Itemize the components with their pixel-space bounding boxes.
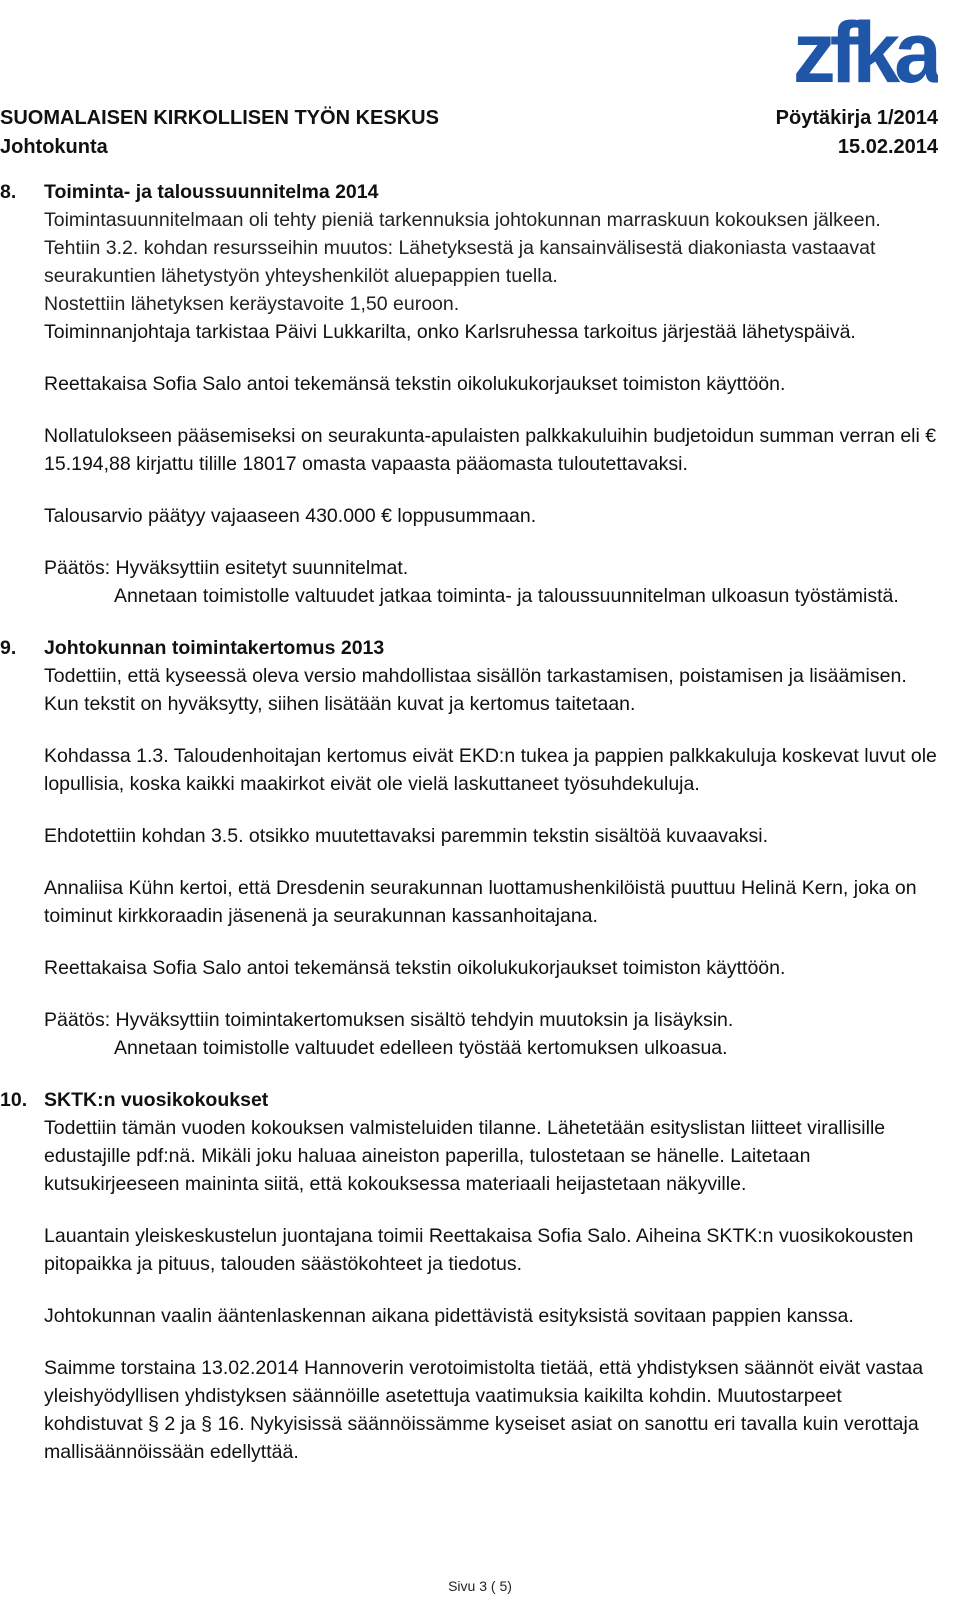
section-8 [0,178,940,610]
paragraph: Todettiin tämän vuoden kokouksen valmisteluiden tilanne. Lähetetään esityslistan liitteet virallisille edustajille pdf:nä. Mikäli joku haluaa aineiston paperilla, tulostetaan se hänelle. Laitetaan kutsukirjeeseen maininta siitä, että kokouksessa materiaali heijastetaan näkyville. [44,1117,886,1195]
decision: Päätös: Hyväksyttiin esitetyt suunnitelmat. [44,557,409,579]
section-heading [0,178,940,206]
document-date: 15.02.2014 [837,136,938,158]
section-heading [0,634,940,662]
paragraph: Reettakaisa Sofia Salo antoi tekemänsä tekstin oikolukukorjaukset toimiston käyttöön. [44,373,786,395]
section-heading [0,1086,940,1114]
decision-continuation: Annetaan toimistolle valtuudet edelleen työstää kertomuksen ulkoasua. [114,1037,728,1059]
page-number: Sivu 3 ( 5) [448,1578,512,1594]
paragraph: Tehtiin 3.2. kohdan resursseihin muutos: Lähetyksestä ja kansainvälisestä diakoniasta vastaavat seurakuntien lähetystyön yhteyshenkilöt aluepappien tuella. [44,237,876,287]
paragraph: Johtokunnan vaalin ääntenlaskennan aikana pidettävistä esityksistä sovitaan pappien kanssa. [44,1305,854,1327]
paragraph: Kohdassa 1.3. Taloudenhoitajan kertomus eivät EKD:n tukea ja pappien palkkakuluja koskevat luvut ole lopullisia, koska kaikki maakirkot eivät ole vielä laskuttaneet työsuhdekuluja. [44,745,937,795]
paragraph: Toimintasuunnitelmaan oli tehty pieniä tarkennuksia johtokunnan marraskuun kokouksen jälkeen. [44,209,881,231]
section-title: Johtokunnan toimintakertomus 2013 [44,637,385,659]
section-number: 8. [0,181,17,203]
decision: Päätös: Hyväksyttiin toimintakertomuksen sisältö tehdyin muutoksin ja lisäyksin. [44,1009,734,1031]
document-id: Pöytäkirja 1/2014 [775,107,938,129]
paragraph: Toiminnanjohtaja tarkistaa Päivi Lukkarilta, onko Karlsruhessa tarkoitus järjestää lähetyspäivä. [44,321,856,343]
body-name: Johtokunta [0,136,108,158]
paragraph: Nollatulokseen pääsemiseksi on seurakunta-apulaisten palkkakuluihin budjetoidun summan verran eli € 15.194,88 kirjattu tilille 18017 omasta vapaasta pääomasta tuloutettavaksi. [44,425,937,475]
section-number: 10. [0,1089,28,1111]
organization-name: SUOMALAISEN KIRKOLLISEN TYÖN KESKUS [0,107,439,129]
section-title: Toiminta- ja taloussuunnitelma 2014 [44,181,379,203]
paragraph: Talousarvio päätyy vajaaseen 430.000 € loppusummaan. [44,505,537,527]
paragraph: Reettakaisa Sofia Salo antoi tekemänsä tekstin oikolukukorjaukset toimiston käyttöön. [44,957,786,979]
paragraph: Todettiin, että kyseessä oleva versio mahdollistaa sisällön tarkastamisen, poistamisen ja lisäämisen. Kun tekstit on hyväksytty, siihen lisätään kuvat ja kertomus taitetaan. [44,665,907,715]
section-number: 9. [0,637,17,659]
paragraph: Saimme torstaina 13.02.2014 Hannoverin verotoimistolta tietää, että yhdistyksen säännöt eivät vastaa yleishyödyllisen yhdistyksen säännöille asetettuja vaatimuksia kaikilta kohdin. Muutostarpeet kohdistuvat § 2 ja § 16. Nykyisissä säännöissämme kyseiset asiat on sanottu eri tavalla kuin verottaja mallisäännöissään edellyttää. [44,1357,924,1463]
paragraph: Lauantain yleiskeskustelun juontajana toimii Reettakaisa Sofia Salo. Aiheina SKTK:n vuosikokousten pitopaikka ja pituus, talouden säästökohteet ja tiedotus. [44,1225,914,1275]
decision-continuation: Annetaan toimistolle valtuudet jatkaa toiminta- ja taloussuunnitelman ulkoasun työstämistä. [114,585,899,607]
section-10 [0,1086,940,1466]
paragraph: Ehdotettiin kohdan 3.5. otsikko muutettavaksi paremmin tekstin sisältöä kuvaavaksi. [44,825,769,847]
logo-text: zfka [792,6,936,90]
section-title: SKTK:n vuosikokoukset [44,1089,269,1111]
paragraph: Annaliisa Kühn kertoi, että Dresdenin seurakunnan luottamushenkilöistä puuttuu Helinä Kern, joka on toiminut kirkkoraadin jäsenenä ja seurakunnan kassanhoitajana. [44,877,917,927]
document-body [0,178,940,1466]
zfka-logo [738,6,938,90]
paragraph: Nostettiin lähetyksen keräystavoite 1,50 euroon. [44,293,460,315]
section-9 [0,634,940,1062]
